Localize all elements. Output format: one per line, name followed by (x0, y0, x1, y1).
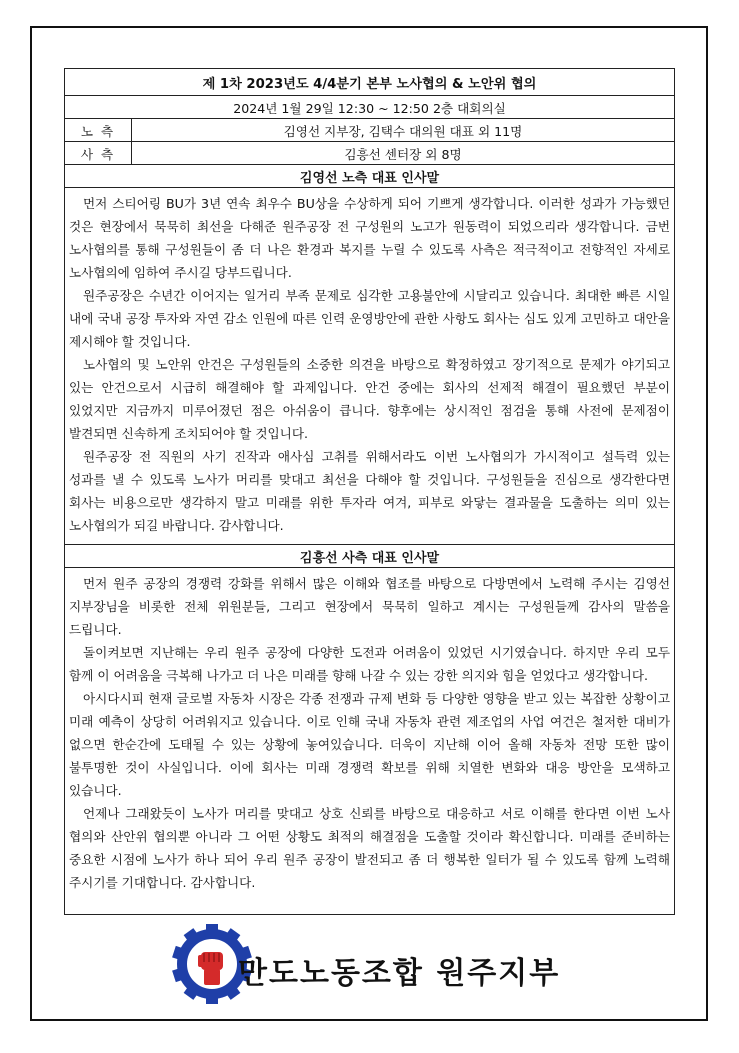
participants-row-company (65, 142, 675, 165)
paragraph: 먼저 스티어링 BU가 3년 연속 최우수 BU상을 수상하게 되어 기쁘게 생각합니다. 이러한 성과가 가능했던 것은 현장에서 묵묵히 최선을 다해준 원주공장 전 구성원의 노고가 원동력이 되었으리라 생각합니다. 금번 노사협의를 통해 구성원들이 좀 더 나은 환경과 복지를 누릴 수 있도록 사측은 적극적이고 전향적인 자세로 노사협의에 임하여 주시길 당부드립니다. (69, 196, 670, 280)
union-name: 만도노동조합 원주지부 (238, 956, 561, 991)
meeting-datetime: 2024년 1월 29일 12:30 ~ 12:50 2층 대회의실 (65, 96, 675, 119)
union-logo (170, 922, 590, 1006)
company-greeting-heading: 김흥선 사측 대표 인사말 (65, 545, 675, 568)
minutes-table (64, 68, 675, 915)
gear-tooth (206, 924, 218, 936)
union-greeting-heading: 김영선 노측 대표 인사말 (65, 165, 675, 188)
company-greeting-body (65, 568, 675, 915)
gear-tooth (206, 992, 218, 1004)
document-title: 제 1차 2023년도 4/4분기 본부 노사협의 & 노안위 협의 (65, 69, 675, 96)
company-side-label: 사 측 (65, 142, 132, 165)
participants-row-union (65, 119, 675, 142)
company-side-members: 김흥선 센터장 외 8명 (132, 142, 675, 165)
paragraph: 언제나 그래왔듯이 노사가 머리를 맞대고 상호 신뢰를 바탕으로 대응하고 서로 이해를 한다면 이번 노사 협의와 산안위 협의뿐 아니라 그 어떤 상황도 최적의 해결점을 도출할 것이라 확신합니다. 미래를 준비하는 중요한 시점에 노사가 하나 되어 우리 원주 공장이 발전되고 좀 더 행복한 일터가 될 수 있도록 함께 노력해 주시기를 기대합니다. 감사합니다. (69, 806, 670, 890)
paragraph: 먼저 원주 공장의 경쟁력 강화를 위해서 많은 이해와 협조를 바탕으로 다방면에서 노력해 주시는 김영선 지부장님을 비롯한 전체 위원분들, 그리고 현장에서 묵묵히 일하고 계시는 구성원들께 감사의 말씀을 드립니다. (69, 576, 670, 637)
paragraph: 원주공장은 수년간 이어지는 일거리 부족 문제로 심각한 고용불안에 시달리고 있습니다. 최대한 빠른 시일 내에 국내 공장 투자와 자연 감소 인원에 따른 인력 운영방안에 관한 사항도 회사는 심도 있게 고민하고 대안을 제시해야 할 것입니다. (69, 288, 670, 349)
union-side-members: 김영선 지부장, 김택수 대의원 대표 외 11명 (132, 119, 675, 142)
paragraph: 원주공장 전 직원의 사기 진작과 애사심 고취를 위해서라도 이번 노사협의가 가시적이고 설득력 있는 성과를 낼 수 있도록 노사가 머리를 맞대고 최선을 다해야 할 것입니다. 구성원들을 진심으로 생각한다면 회사는 비용으로만 생각하지 말고 미래를 위한 투자라 여겨, 피부로 와닿는 결과물을 도출하는 의미 있는 노사협의가 되길 바랍니다. 감사합니다. (69, 449, 670, 533)
paragraph: 노사협의 및 노안위 안건은 구성원들의 소중한 의견을 바탕으로 확정하였고 장기적으로 문제가 야기되고 있는 안건으로서 시급히 해결해야 할 과제입니다. 안건 중에는 회사의 선제적 해결이 필요했던 부분이 있었지만 지금까지 미루어졌던 점은 아쉬움이 큽니다. 향후에는 상시적인 점검을 통해 사전에 문제점이 발견되면 신속하게 조치되어야 할 것입니다. (69, 357, 670, 441)
union-side-label: 노 측 (65, 119, 132, 142)
union-greeting-body (65, 188, 675, 545)
fist-shape (198, 955, 204, 967)
fist-shape (204, 969, 220, 985)
paragraph: 돌이켜보면 지난해는 우리 원주 공장에 다양한 도전과 어려움이 있었던 시기였습니다. 하지만 우리 모두 함께 이 어려움을 극복해 나가고 더 나은 미래를 향해 나갈 수 있는 강한 의지와 힘을 얻었다고 생각합니다. (69, 645, 670, 683)
paragraph: 아시다시피 현재 글로벌 자동차 시장은 각종 전쟁과 규제 변화 등 다양한 영향을 받고 있는 복잡한 상황이고 미래 예측이 상당히 어려워지고 있습니다. 이로 인해 국내 자동차 관련 제조업의 사업 여건은 철저한 대비가 없으면 한순간에 도태될 수 있는 상황에 놓여있습니다. 더욱이 지난해 이어 올해 자동차 전망 또한 많이 불투명한 것이 사실입니다. 이에 회사는 미래 경쟁력 확보를 위해 치열한 변화와 대응 방안을 모색하고 있습니다. (69, 691, 670, 798)
